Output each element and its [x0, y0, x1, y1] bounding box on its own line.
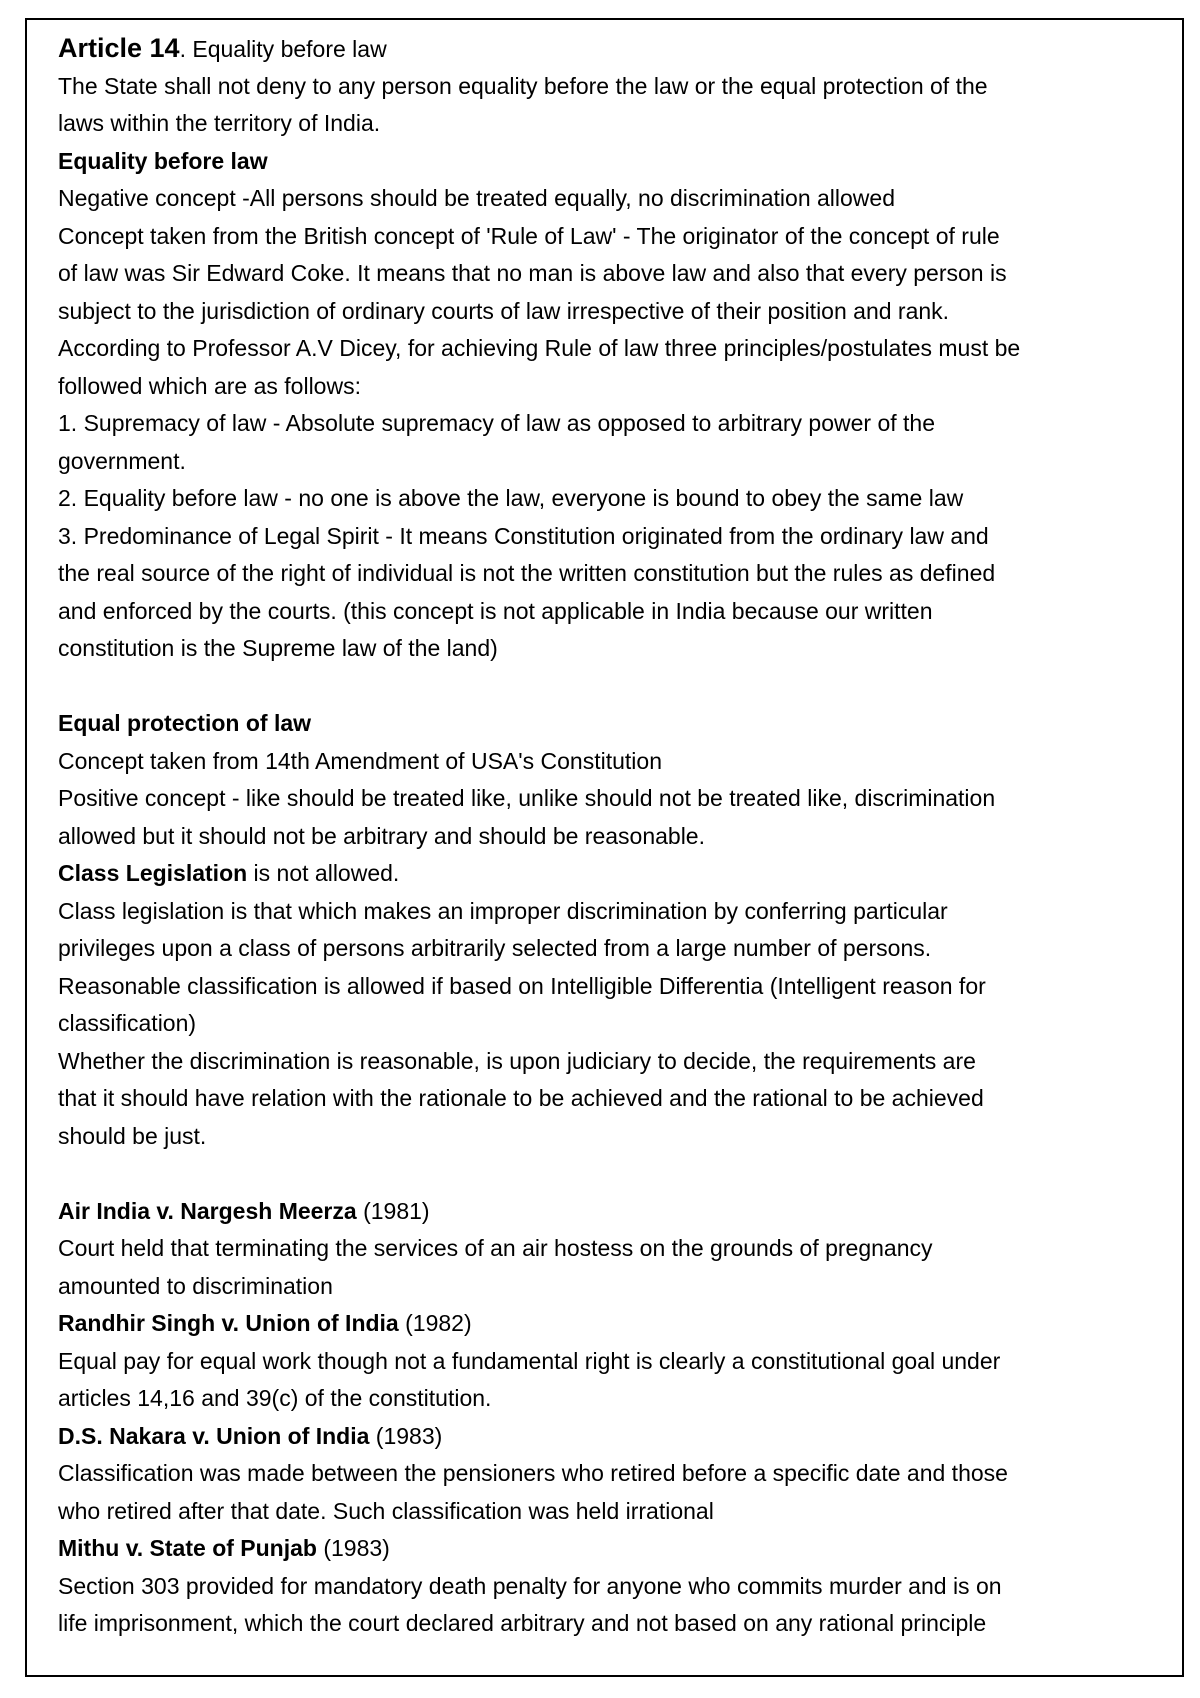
case-name: D.S. Nakara v. Union of India [58, 1422, 370, 1449]
case-text: Court held that terminating the services of an air hostess on the grounds of pregnancy [58, 1235, 933, 1261]
case-title [58, 1193, 1143, 1231]
section-heading-equal-protection: Equal protection of law [58, 710, 312, 736]
spacer [58, 668, 1143, 706]
principle-item: the real source of the right of individual is not the written constitution but the rules as defined [58, 560, 996, 586]
text-line: followed which are as follows: [58, 372, 361, 399]
text-line: Negative concept -All persons should be treated equally, no discrimination allowed [58, 185, 895, 211]
case-text: articles 14,16 and 39(c) of the constitution. [58, 1385, 492, 1411]
intro-line: The State shall not deny to any person equality before the law or the equal protection of the [58, 72, 988, 99]
case-name: Randhir Singh v. Union of India [58, 1310, 399, 1336]
principle-item: 3. Predominance of Legal Spirit - It means Constitution originated from the ordinary law and [58, 522, 989, 549]
text-line: privileges upon a class of persons arbitrarily selected from a large number of persons. [58, 935, 932, 961]
intro-line: laws within the territory of India. [58, 110, 381, 136]
text-line: According to Professor A.V Dicey, for achieving Rule of law three principles/postulates must be [58, 335, 1021, 361]
case-text: life imprisonment, which the court declared arbitrary and not based on any rational principle [58, 1610, 987, 1636]
text-line: should be just. [58, 1122, 207, 1149]
text-line: Reasonable classification is allowed if based on Intelligible Differentia (Intelligent reason for [58, 972, 986, 999]
principle-item: 1. Supremacy of law - Absolute supremacy of law as opposed to arbitrary power of the [58, 410, 935, 436]
case-text: amounted to discrimination [58, 1272, 333, 1299]
section-heading-equality-before-law: Equality before law [58, 147, 268, 174]
article-title: Equality before law [192, 36, 387, 62]
text-line: that it should have relation with the rationale to be achieved and the rational to be achieved [58, 1085, 984, 1111]
case-text: Section 303 provided for mandatory death penalty for anyone who commits murder and is on [58, 1572, 1002, 1599]
article-separator: . [179, 36, 193, 62]
case-text: who retired after that date. Such classification was held irrational [58, 1497, 714, 1524]
case-name: Mithu v. State of Punjab [58, 1535, 317, 1561]
text-line: allowed but it should not be arbitrary and should be reasonable. [58, 822, 705, 849]
text-line: subject to the jurisdiction of ordinary courts of law irrespective of their position and rank. [58, 297, 950, 324]
principle-item: 2. Equality before law - no one is above the law, everyone is bound to obey the same law [58, 485, 964, 511]
case-name: Air India v. Nargesh Meerza [58, 1197, 357, 1224]
case-year: (1983) [369, 1422, 443, 1449]
text-line: Concept taken from the British concept of 'Rule of Law' - The originator of the concept of rule [58, 222, 1000, 249]
principle-item: and enforced by the courts. (this concept is not applicable in India because our written [58, 597, 933, 624]
principle-item: constitution is the Supreme law of the land) [58, 635, 498, 661]
case-year: (1981) [356, 1197, 430, 1224]
case-year: (1982) [398, 1310, 472, 1336]
document-body [58, 30, 1143, 1643]
case-year: (1983) [316, 1535, 390, 1561]
text-line: Positive concept - like should be treated like, unlike should not be treated like, discrimination [58, 785, 996, 811]
case-title [58, 1530, 1143, 1568]
case-title [58, 1418, 1143, 1456]
text-line: Whether the discrimination is reasonable, is upon judiciary to decide, the requirements are [58, 1047, 976, 1074]
article-number: Article 14 [58, 33, 180, 63]
text-line: classification) [58, 1010, 197, 1036]
article-heading [58, 30, 1143, 68]
class-legislation-line: Class Legislation is not allowed. [58, 860, 400, 886]
text-line: Concept taken from 14th Amendment of USA's Constitution [58, 747, 662, 774]
spacer [58, 1155, 1143, 1193]
case-text: Classification was made between the pensioners who retired before a specific date and those [58, 1460, 1008, 1486]
class-legislation-term: Class Legislation [58, 860, 248, 886]
text-line: Class legislation is that which makes an improper discrimination by conferring particular [58, 897, 948, 924]
case-text: Equal pay for equal work though not a fundamental right is clearly a constitutional goal under [58, 1347, 1001, 1374]
text-line: of law was Sir Edward Coke. It means that no man is above law and also that every person is [58, 260, 1007, 286]
case-title [58, 1305, 1143, 1343]
principle-item: government. [58, 447, 186, 474]
